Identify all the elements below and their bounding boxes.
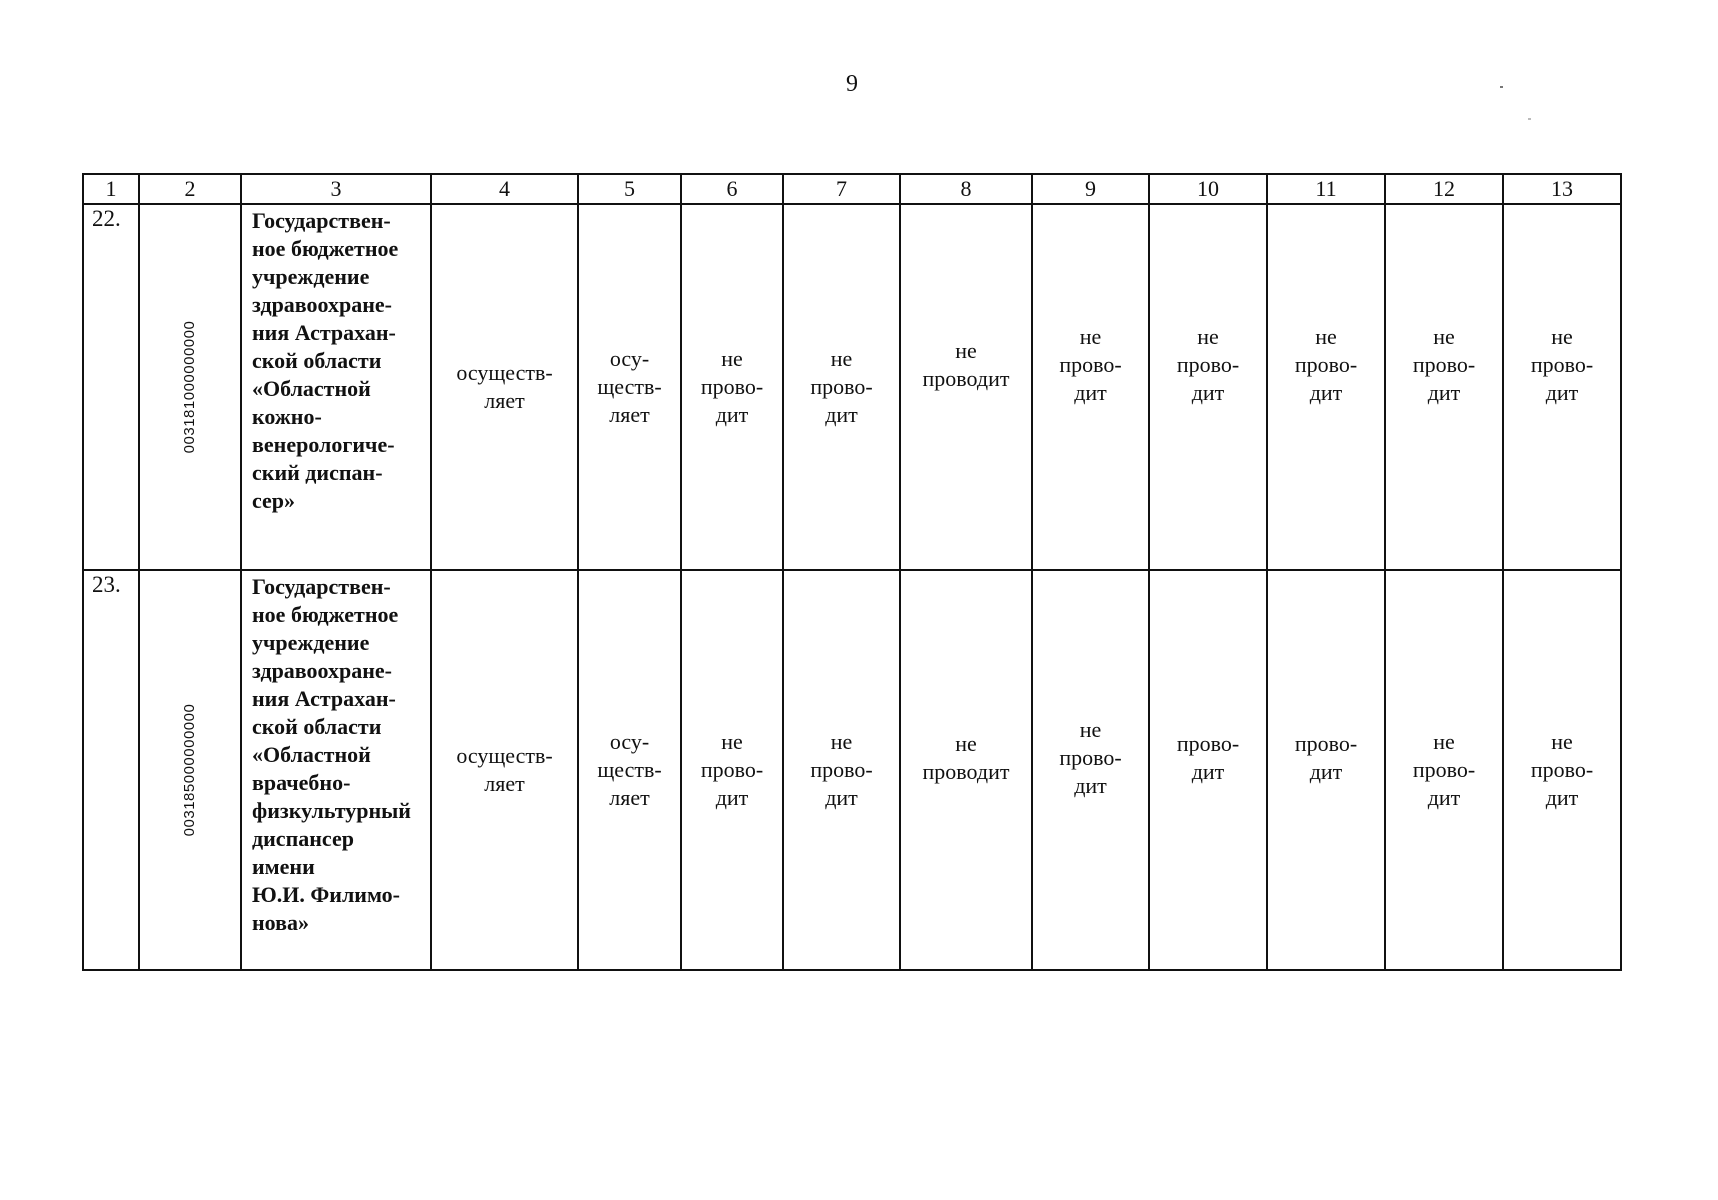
- status-cell-col11: [1267, 570, 1385, 970]
- column-header: 5: [578, 174, 681, 204]
- status-text: не прово- дит: [810, 346, 873, 427]
- status-cell-col4: [431, 204, 578, 570]
- institution-name-cell: [241, 570, 431, 970]
- status-text: не прово- дит: [1530, 324, 1594, 405]
- status-text: осу- ществ- ляет: [597, 729, 662, 810]
- institution-name: Государствен- ное бюджетное учреждение здравоохране- ния Астрахан- ской области «Областной кожно- венерологиче- ский диспан- сер»: [252, 208, 399, 513]
- status-text: не прово- дит: [700, 346, 764, 427]
- status-cell-col13: [1503, 570, 1621, 970]
- status-cell-col10: [1149, 570, 1267, 970]
- status-text: не проводит: [922, 731, 1010, 784]
- status-cell-col9: [1032, 204, 1149, 570]
- status-cell-col8: [900, 570, 1032, 970]
- column-header: 4: [431, 174, 578, 204]
- column-header: 12: [1385, 174, 1503, 204]
- status-cell-col12: [1385, 204, 1503, 570]
- table-row: [83, 570, 1621, 970]
- status-cell-col11: [1267, 204, 1385, 570]
- scan-speck: [1500, 86, 1503, 88]
- institution-name: Государствен- ное бюджетное учреждение здравоохране- ния Астрахан- ской области «Областной врачебно- физкультурный диспансер имени Ю.И. Филимо- нова»: [252, 574, 411, 935]
- table-row: [83, 204, 1621, 570]
- status-cell-col5: [578, 204, 681, 570]
- status-text: не прово- дит: [1059, 324, 1122, 405]
- status-text: осуществ- ляет: [456, 360, 553, 413]
- status-text: прово- дит: [1176, 731, 1240, 784]
- header-row: [83, 174, 1621, 204]
- status-cell-col4: [431, 570, 578, 970]
- status-text: осуществ- ляет: [456, 743, 553, 796]
- column-header: 10: [1149, 174, 1267, 204]
- status-cell-col5: [578, 570, 681, 970]
- institution-code: 003185000000000: [181, 703, 198, 837]
- column-header: 9: [1032, 174, 1149, 204]
- column-header: 3: [241, 174, 431, 204]
- status-text: не проводит: [922, 338, 1010, 391]
- page-number: 9: [846, 71, 858, 97]
- row-number: 22.: [83, 204, 139, 570]
- status-text: осу- ществ- ляет: [597, 346, 662, 427]
- column-header: 13: [1503, 174, 1621, 204]
- scan-speck: [1528, 118, 1531, 120]
- status-text: не прово- дит: [1530, 729, 1594, 810]
- status-text: прово- дит: [1294, 731, 1358, 784]
- column-header: 2: [139, 174, 241, 204]
- institution-name-cell: [241, 204, 431, 570]
- institution-code: 003181000000000: [181, 320, 198, 454]
- code-cell: [139, 570, 241, 970]
- column-header: 7: [783, 174, 900, 204]
- column-header: 1: [83, 174, 139, 204]
- code-cell: [139, 204, 241, 570]
- column-header: 11: [1267, 174, 1385, 204]
- status-cell-col8: [900, 204, 1032, 570]
- status-text: не прово- дит: [1176, 324, 1240, 405]
- row-number: 23.: [83, 570, 139, 970]
- status-text: не прово- дит: [1412, 324, 1476, 405]
- column-header: 8: [900, 174, 1032, 204]
- status-cell-col13: [1503, 204, 1621, 570]
- status-cell-col9: [1032, 570, 1149, 970]
- status-cell-col7: [783, 204, 900, 570]
- table-body: [83, 204, 1621, 970]
- status-cell-col12: [1385, 570, 1503, 970]
- registry-table: [82, 173, 1622, 971]
- status-text: не прово- дит: [1059, 717, 1122, 798]
- column-header: 6: [681, 174, 783, 204]
- status-text: не прово- дит: [1294, 324, 1358, 405]
- status-text: не прово- дит: [1412, 729, 1476, 810]
- status-cell-col6: [681, 204, 783, 570]
- status-cell-col7: [783, 570, 900, 970]
- status-text: не прово- дит: [700, 729, 764, 810]
- status-text: не прово- дит: [810, 729, 873, 810]
- status-cell-col10: [1149, 204, 1267, 570]
- status-cell-col6: [681, 570, 783, 970]
- table-header: [83, 174, 1621, 204]
